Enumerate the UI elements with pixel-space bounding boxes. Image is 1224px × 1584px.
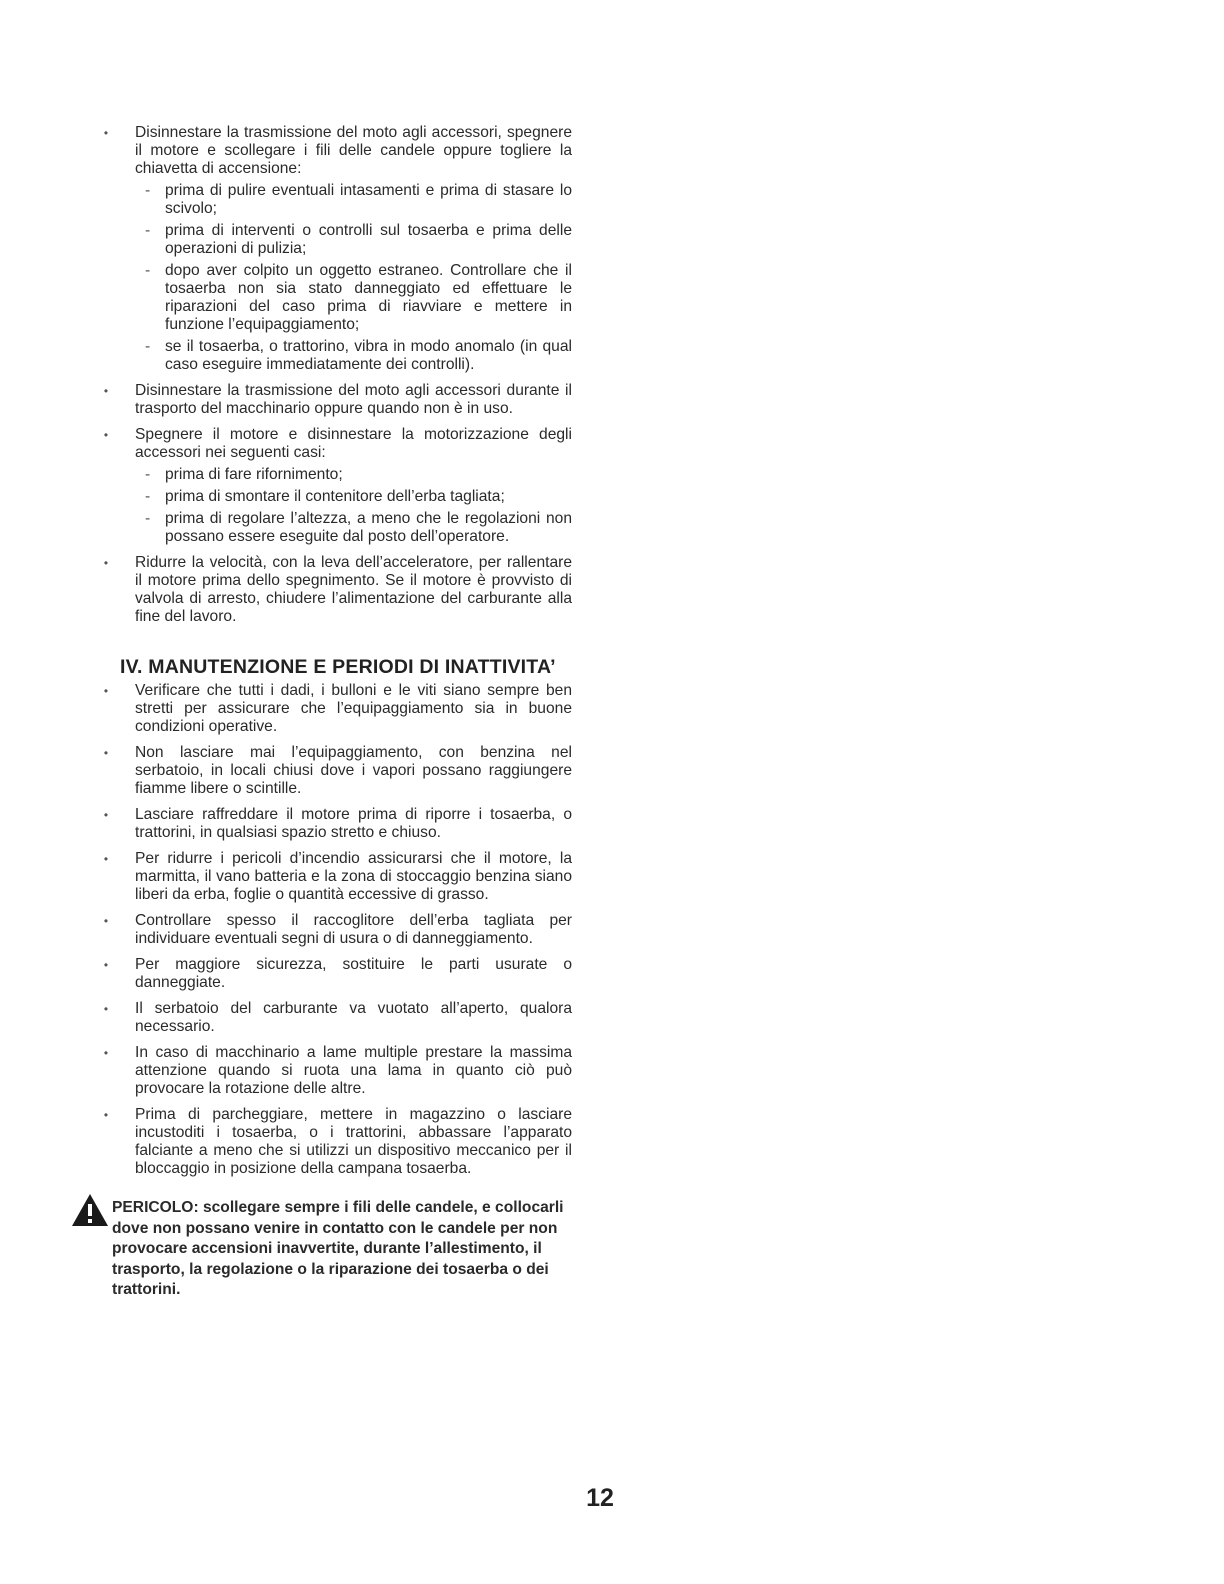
list-item xyxy=(100,806,572,842)
list-item-text: In caso di macchinario a lame multiple prestare la massima attenzione quando si ruota una lama in quanto ciò può provocare la rotazione delle altre. xyxy=(135,1044,572,1097)
sub-list xyxy=(135,182,572,374)
sub-item-text: prima di regolare l’altezza, a meno che le regolazioni non possano essere eseguite dal posto dell’operatore. xyxy=(165,510,572,545)
list-item xyxy=(100,682,572,736)
page-number: 12 xyxy=(586,1484,614,1512)
dash-icon: - xyxy=(145,510,151,527)
section-heading: IV. MANUTENZIONE E PERIODI DI INATTIVITA’ xyxy=(120,656,556,678)
list-item-text: Per maggiore sicurezza, sostituire le parti usurate o danneggiate. xyxy=(135,956,572,991)
dash-icon: - xyxy=(145,182,151,199)
bullet-icon: • xyxy=(103,684,109,698)
dash-icon: - xyxy=(145,488,151,505)
sub-list xyxy=(135,466,572,546)
sub-item-text: prima di fare rifornimento; xyxy=(165,466,343,483)
list-item xyxy=(100,1106,572,1178)
list-item-text: Prima di parcheggiare, mettere in magazzino o lasciare incustoditi i tosaerba, o i trattorini, abbassare l’apparato falciante a meno che si utilizzi un dispositivo meccanico per il bloccaggio in posizione della campana tosaerba. xyxy=(135,1106,572,1177)
sub-list-item xyxy=(135,510,572,546)
content-column xyxy=(100,124,572,1301)
bullet-icon: • xyxy=(103,958,109,972)
sub-item-text: prima di smontare il contenitore dell’erba tagliata; xyxy=(165,488,505,505)
list-item xyxy=(100,956,572,992)
sub-item-text: se il tosaerba, o trattorino, vibra in modo anomalo (in qual caso eseguire immediatamente dei controlli). xyxy=(165,338,572,373)
maintenance-list xyxy=(100,682,572,1178)
list-item-text: Non lasciare mai l’equipaggiamento, con benzina nel serbatoio, in locali chiusi dove i vapori possano raggiungere fiamme libere o scintille. xyxy=(135,744,572,797)
bullet-icon: • xyxy=(103,1046,109,1060)
sub-list-item xyxy=(135,222,572,258)
shutdown-list xyxy=(100,124,572,626)
sub-item-text: prima di pulire eventuali intasamenti e prima di stasare lo scivolo; xyxy=(165,182,572,217)
bullet-icon: • xyxy=(103,556,109,570)
list-item-text: Per ridurre i pericoli d’incendio assicurarsi che il motore, la marmitta, il vano batteria e la zona di stoccaggio benzina siano liberi da erba, foglie o quantità eccessive di grasso. xyxy=(135,850,572,903)
bullet-icon: • xyxy=(103,808,109,822)
list-item xyxy=(100,744,572,798)
bullet-icon: • xyxy=(103,1002,109,1016)
list-item xyxy=(100,850,572,904)
sub-list-item xyxy=(135,182,572,218)
list-item-text: Spegnere il motore e disinnestare la motorizzazione degli accessori nei seguenti casi: xyxy=(135,426,572,461)
bullet-icon: • xyxy=(103,852,109,866)
list-item-text: Controllare spesso il raccoglitore dell’erba tagliata per individuare eventuali segni di usura o di danneggiamento. xyxy=(135,912,572,947)
list-item-text: Lasciare raffreddare il motore prima di riporre i tosaerba, o trattorini, in qualsiasi spazio stretto e chiuso. xyxy=(135,806,572,841)
list-item xyxy=(100,1000,572,1036)
dash-icon: - xyxy=(145,262,151,279)
sub-item-text: prima di interventi o controlli sul tosaerba e prima delle operazioni di pulizia; xyxy=(165,222,572,257)
bullet-icon: • xyxy=(103,746,109,760)
sub-list-item xyxy=(135,262,572,334)
list-item-text: Disinnestare la trasmissione del moto agli accessori, spegnere il motore e scollegare i fili delle candele oppure togliere la chiavetta di accensione: xyxy=(135,124,572,177)
sub-list-item xyxy=(135,466,572,484)
list-item xyxy=(100,1044,572,1098)
warning-text: PERICOLO: scollegare sempre i fili delle candele, e collocarli dove non possano venire in contatto con le candele per non provocare accensioni inavvertite, durante l’allestimento, il trasporto, la regolazione o la riparazione dei tosaerba o dei trattorini. xyxy=(112,1199,564,1298)
bullet-icon: • xyxy=(103,1108,109,1122)
list-item xyxy=(100,554,572,626)
list-item xyxy=(100,124,572,374)
list-item-text: Ridurre la velocità, con la leva dell’acceleratore, per rallentare il motore prima dello spegnimento. Se il motore è provvisto di valvola di arresto, chiudere l’alimentazione del carburante alla fine del lavoro. xyxy=(135,554,572,625)
warning-triangle-icon xyxy=(70,1192,110,1228)
bullet-icon: • xyxy=(103,126,109,140)
bullet-icon: • xyxy=(103,914,109,928)
list-item-text: Il serbatoio del carburante va vuotato all’aperto, qualora necessario. xyxy=(135,1000,572,1035)
sub-item-text: dopo aver colpito un oggetto estraneo. Controllare che il tosaerba non sia stato danneggiato ed effettuare le riparazioni del caso prima di riavviare e mettere in funzione l’equipaggiamento; xyxy=(165,262,572,333)
list-item xyxy=(100,426,572,546)
list-item xyxy=(100,912,572,948)
bullet-icon: • xyxy=(103,384,109,398)
list-item-text: Disinnestare la trasmissione del moto agli accessori durante il trasporto del macchinario oppure quando non è in uso. xyxy=(135,382,572,417)
sub-list-item xyxy=(135,338,572,374)
list-item-text: Verificare che tutti i dadi, i bulloni e le viti siano sempre ben stretti per assicurare che l’equipaggiamento sia in buone condizioni operative. xyxy=(135,682,572,735)
bullet-icon: • xyxy=(103,428,109,442)
dash-icon: - xyxy=(145,466,151,483)
sub-list-item xyxy=(135,488,572,506)
dash-icon: - xyxy=(145,222,151,239)
dash-icon: - xyxy=(145,338,151,355)
list-item xyxy=(100,382,572,418)
danger-warning xyxy=(100,1198,572,1301)
